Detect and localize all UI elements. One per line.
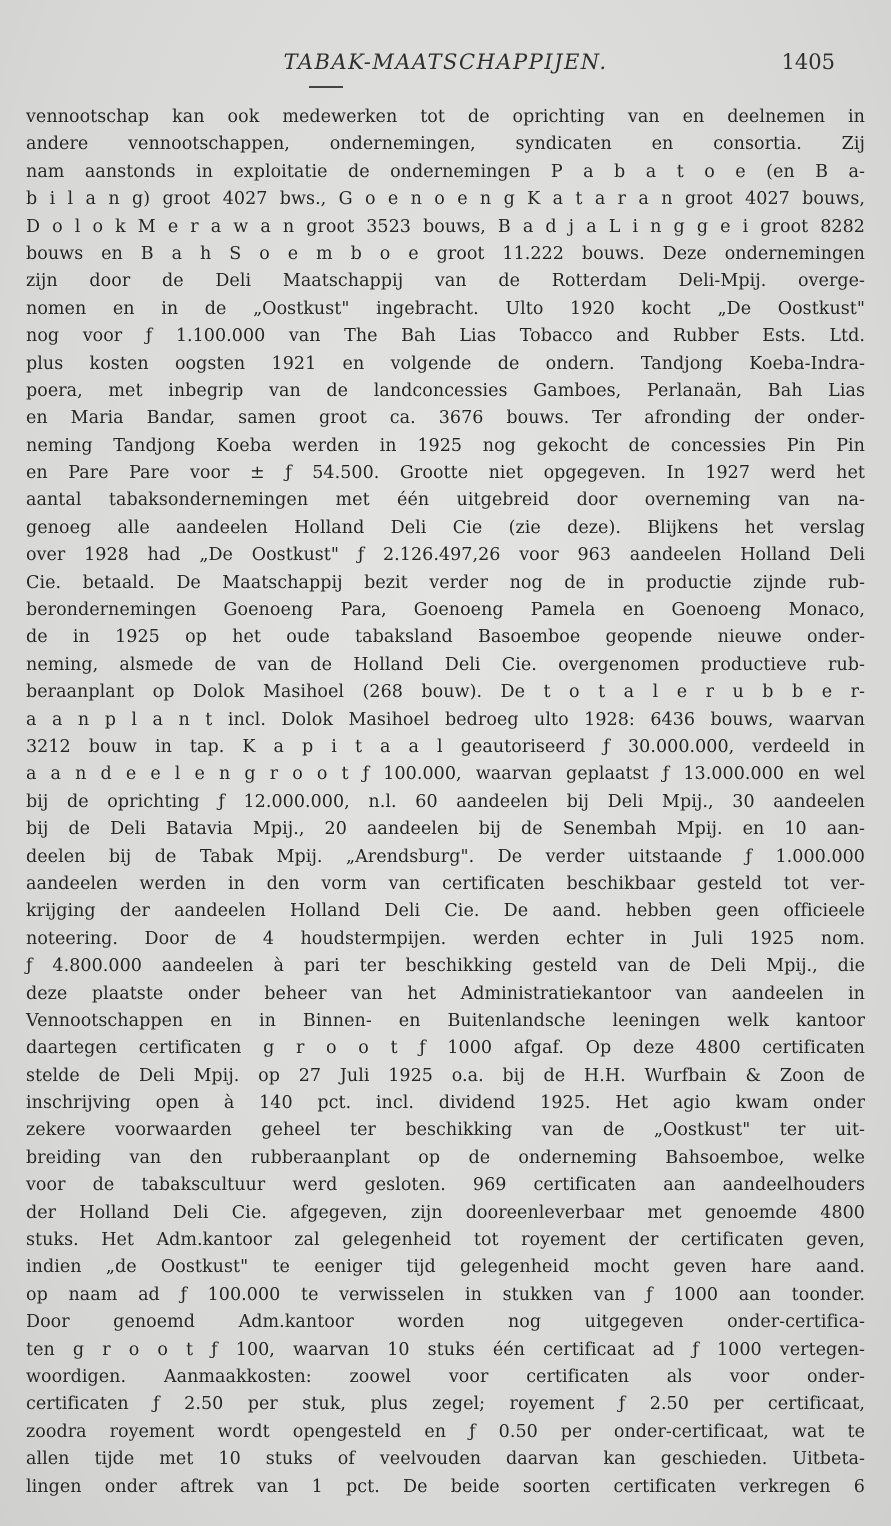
text-line: nam aanstonds in exploitatie de ondernemingen P a b a t o e (en B a- (26, 161, 865, 182)
body-text (26, 104, 865, 1501)
text-line: neming, alsmede de van de Holland Deli Cie. overgenomen productieve rub- (26, 654, 865, 675)
text-line: D o l o k M e r a w a n groot 3523 bouws, B a d j a L i n g g e i groot 8282 (26, 216, 865, 237)
text-line: poera, met inbegrip van de landconcessies Gamboes, Perlanaän, Bah Lias (26, 380, 865, 401)
text-line: Vennootschappen en in Binnen- en Buitenlandsche leeningen welk kantoor (26, 1010, 865, 1031)
text-line: genoeg alle aandeelen Holland Deli Cie (zie deze). Blijkens het verslag (26, 517, 865, 538)
text-line: zoodra royement wordt opengesteld en ƒ 0.50 per onder-certificaat, wat te (26, 1421, 865, 1442)
text-line: ƒ 4.800.000 aandeelen à pari ter beschikking gesteld van de Deli Mpij., die (26, 956, 865, 977)
text-line: ten g r o o t ƒ 100, waarvan 10 stuks één certificaat ad ƒ 1000 vertegen- (26, 1339, 865, 1360)
text-line: nomen en in de „Oostkust" ingebracht. Ulto 1920 kocht „De Oostkust" (26, 298, 865, 319)
text-line: noteering. Door de 4 houdstermpijen. werden echter in Juli 1925 nom. (26, 928, 865, 949)
page-number: 1405 (781, 50, 835, 74)
text-line: stuks. Het Adm.kantoor zal gelegenheid tot royement der certificaten geven, (26, 1230, 865, 1251)
text-line: indien „de Oostkust" te eeniger tijd gelegenheid mocht geven hare aand. (26, 1257, 865, 1278)
text-line: bij de oprichting ƒ 12.000.000, n.l. 60 aandeelen bij Deli Mpij., 30 aandeelen (26, 791, 865, 812)
running-title: TABAK-MAATSCHAPPIJEN. (283, 50, 608, 74)
text-line: over 1928 had „De Oostkust" ƒ 2.126.497,26 voor 963 aandeelen Holland Deli (26, 545, 865, 566)
text-line: nog voor ƒ 1.100.000 van The Bah Lias Tobacco and Rubber Ests. Ltd. (26, 326, 865, 347)
text-line: a a n d e e l e n g r o o t ƒ 100.000, waarvan geplaatst ƒ 13.000.000 en wel (26, 764, 865, 785)
text-line: plus kosten oogsten 1921 en volgende de ondern. Tandjong Koeba-Indra- (26, 353, 865, 374)
text-line: op naam ad ƒ 100.000 te verwisselen in stukken van ƒ 1000 aan toonder. (26, 1284, 865, 1305)
text-line: voor de tabakscultuur werd gesloten. 969 certificaten aan aandeelhouders (26, 1175, 865, 1196)
text-line: aantal tabaksondernemingen met één uitgebreid door overneming van na- (26, 490, 865, 511)
text-line: a a n p l a n t incl. Dolok Masihoel bedroeg ulto 1928: 6436 bouws, waarvan (26, 709, 865, 730)
text-line: stelde de Deli Mpij. op 27 Juli 1925 o.a. bij de H.H. Wurfbain & Zoon de (26, 1065, 865, 1086)
text-line: de in 1925 op het oude tabaksland Basoemboe geopende nieuwe onder- (26, 627, 865, 648)
running-header (26, 0, 865, 104)
text-line: krijging der aandeelen Holland Deli Cie. De aand. hebben geen officieele (26, 901, 865, 922)
text-line: en Pare Pare voor ± ƒ 54.500. Grootte niet opgegeven. In 1927 werd het (26, 463, 865, 484)
text-line: bij de Deli Batavia Mpij., 20 aandeelen bij de Senembah Mpij. en 10 aan- (26, 819, 865, 840)
text-line: allen tijde met 10 stuks of veelvouden daarvan kan geschieden. Uitbeta- (26, 1449, 865, 1470)
text-line: andere vennootschappen, ondernemingen, syndicaten en consortia. Zij (26, 134, 865, 155)
text-line: deelen bij de Tabak Mpij. „Arendsburg". De verder uitstaande ƒ 1.000.000 (26, 846, 865, 867)
text-line: woordigen. Aanmaakkosten: zoowel voor certificaten als voor onder- (26, 1366, 865, 1387)
text-line: daartegen certificaten g r o o t ƒ 1000 afgaf. Op deze 4800 certificaten (26, 1038, 865, 1059)
text-line: zijn door de Deli Maatschappij van de Rotterdam Deli-Mpij. overge- (26, 271, 865, 292)
text-line: beraanplant op Dolok Masihoel (268 bouw). De t o t a l e r u b b e r- (26, 682, 865, 703)
text-line: neming Tandjong Koeba werden in 1925 nog gekocht de concessies Pin Pin (26, 435, 865, 456)
text-line: aandeelen werden in den vorm van certificaten beschikbaar gesteld tot ver- (26, 873, 865, 894)
text-line: lingen onder aftrek van 1 pct. De beide soorten certificaten verkregen 6 (26, 1476, 865, 1497)
text-line: deze plaatste onder beheer van het Administratiekantoor van aandeelen in (26, 983, 865, 1004)
text-line: b i l a n g) groot 4027 bws., G o e n o e n g K a t a r a n groot 4027 bouws, (26, 189, 865, 210)
text-line: en Maria Bandar, samen groot ca. 3676 bouws. Ter afronding der onder- (26, 408, 865, 429)
text-line: zekere voorwaarden geheel ter beschikking van de „Oostkust" ter uit- (26, 1120, 865, 1141)
text-line: inschrijving open à 140 pct. incl. dividend 1925. Het agio kwam onder (26, 1093, 865, 1114)
text-line: der Holland Deli Cie. afgegeven, zijn dooreenleverbaar met genoemde 4800 (26, 1202, 865, 1223)
text-line: Door genoemd Adm.kantoor worden nog uitgegeven onder-certifica- (26, 1312, 865, 1333)
title-underline-mark (309, 86, 343, 88)
text-line: Cie. betaald. De Maatschappij bezit verder nog de in productie zijnde rub- (26, 572, 865, 593)
text-line: breiding van den rubberaanplant op de onderneming Bahsoemboe, welke (26, 1147, 865, 1168)
text-line: berondernemingen Goenoeng Para, Goenoeng Pamela en Goenoeng Monaco, (26, 600, 865, 621)
text-line: vennootschap kan ook medewerken tot de oprichting van en deelnemen in (26, 107, 865, 127)
text-line: bouws en B a h S o e m b o e groot 11.222 bouws. Deze ondernemingen (26, 243, 865, 264)
text-line: certificaten ƒ 2.50 per stuk, plus zegel; royement ƒ 2.50 per certificaat, (26, 1394, 865, 1415)
text-line: 3212 bouw in tap. K a p i t a a l geautoriseerd ƒ 30.000.000, verdeeld in (26, 736, 865, 757)
